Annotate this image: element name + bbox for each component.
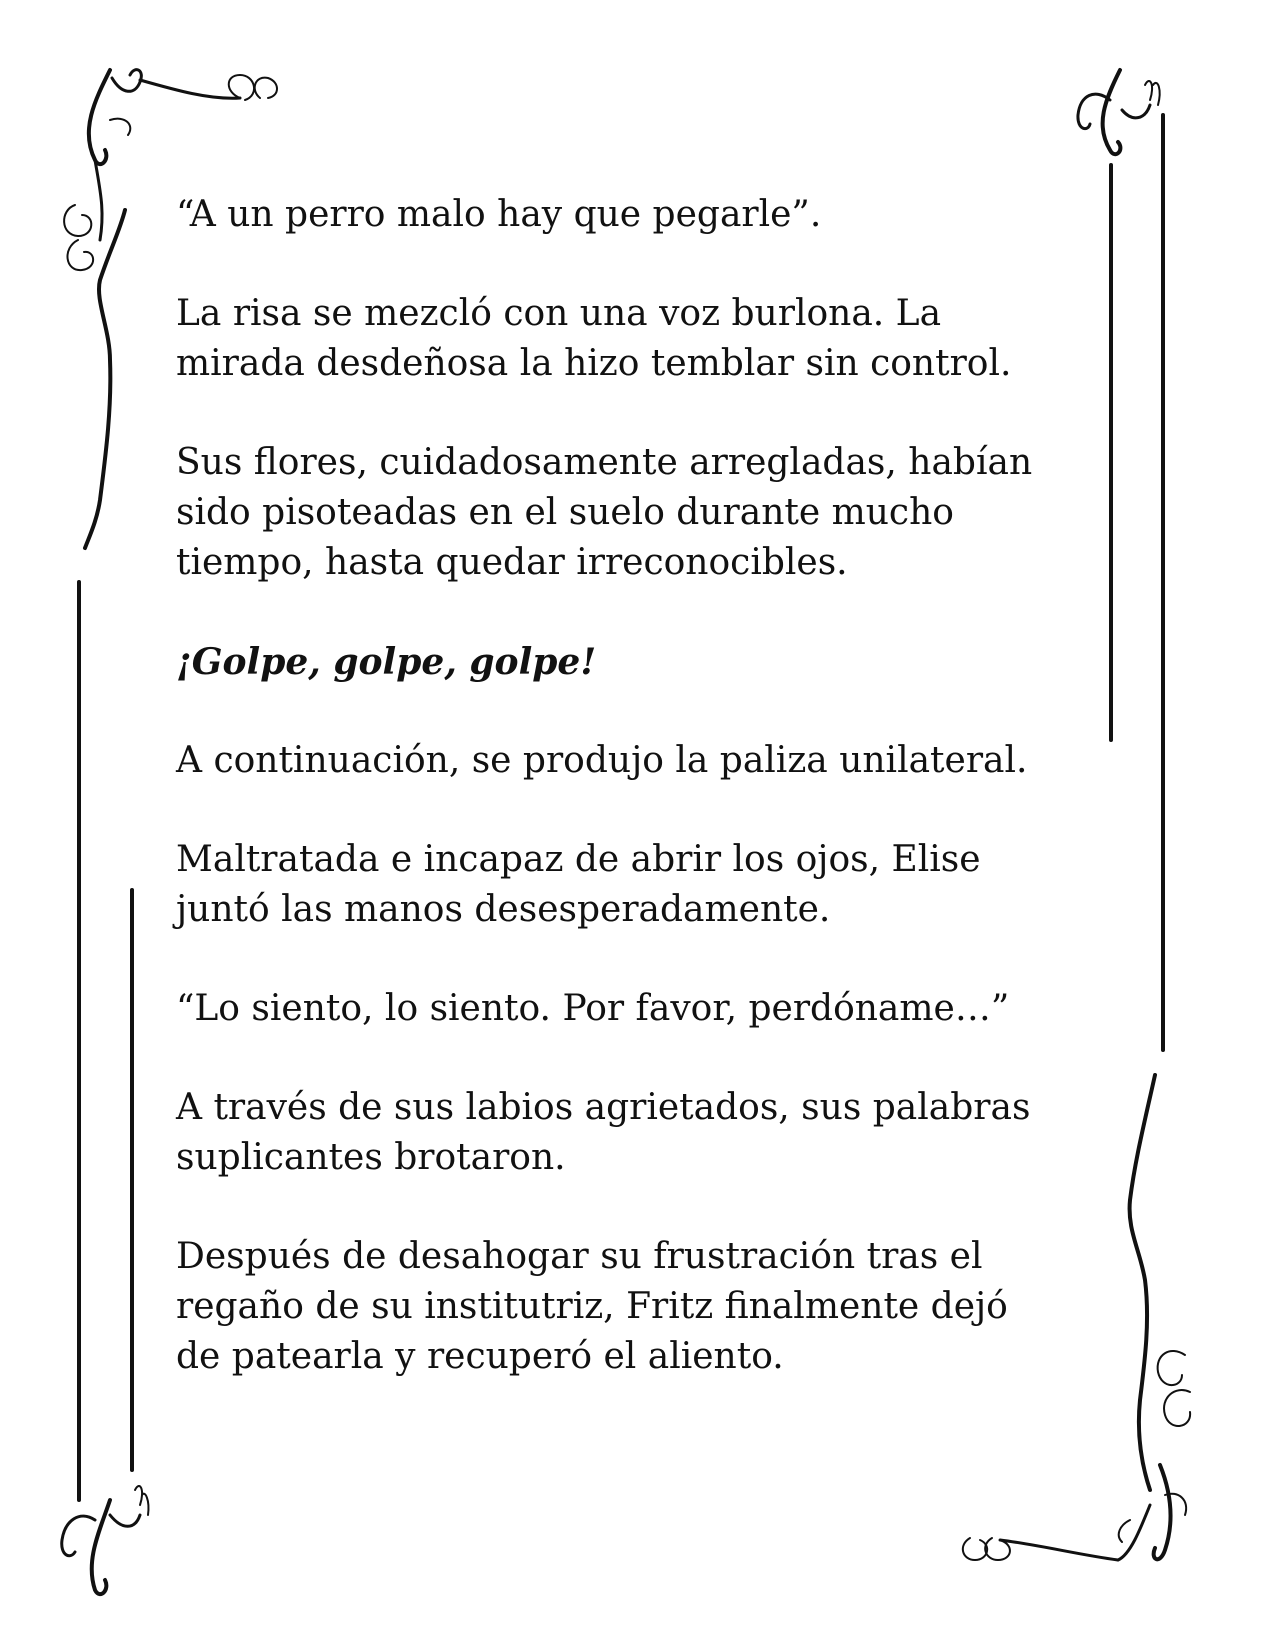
paragraph <box>176 1232 1096 1382</box>
text-line: mirada desdeñosa la hizo temblar sin control. <box>176 343 1012 384</box>
text-line: A continuación, se produjo la paliza unilateral. <box>176 740 1028 781</box>
text-line: ¡Golpe, golpe, golpe! <box>176 641 597 683</box>
paragraph <box>176 1083 1096 1183</box>
paragraph <box>176 984 1096 1034</box>
text-line: A través de sus labios agrietados, sus palabras <box>176 1087 1031 1128</box>
paragraph <box>176 190 1096 240</box>
text-line: sido pisoteadas en el suelo durante mucho <box>176 492 954 533</box>
emphasized-paragraph <box>176 637 1096 687</box>
text-line: tiempo, hasta quedar irreconocibles. <box>176 542 848 583</box>
text-line: regaño de su institutriz, Fritz finalmente dejó <box>176 1286 1008 1327</box>
text-line: de patearla y recuperó el aliento. <box>176 1336 784 1377</box>
text-line: “A un perro malo hay que pegarle”. <box>176 194 822 235</box>
story-text <box>176 190 1096 1431</box>
bottom-left-flourish-icon <box>62 1486 149 1594</box>
text-line: Sus flores, cuidadosamente arregladas, habían <box>176 442 1033 483</box>
text-line: juntó las manos desesperadamente. <box>176 889 831 930</box>
top-right-flourish-icon <box>1078 70 1160 154</box>
paragraph <box>176 835 1096 935</box>
text-line: Maltratada e incapaz de abrir los ojos, Elise <box>176 839 981 880</box>
paragraph <box>176 289 1096 389</box>
paragraph <box>176 438 1096 588</box>
text-line: suplicantes brotaron. <box>176 1137 566 1178</box>
paragraph <box>176 736 1096 786</box>
text-line: Después de desahogar su frustración tras el <box>176 1236 983 1277</box>
text-line: La risa se mezcló con una voz burlona. La <box>176 293 942 334</box>
text-line: “Lo siento, lo siento. Por favor, perdóname…” <box>176 988 1010 1029</box>
